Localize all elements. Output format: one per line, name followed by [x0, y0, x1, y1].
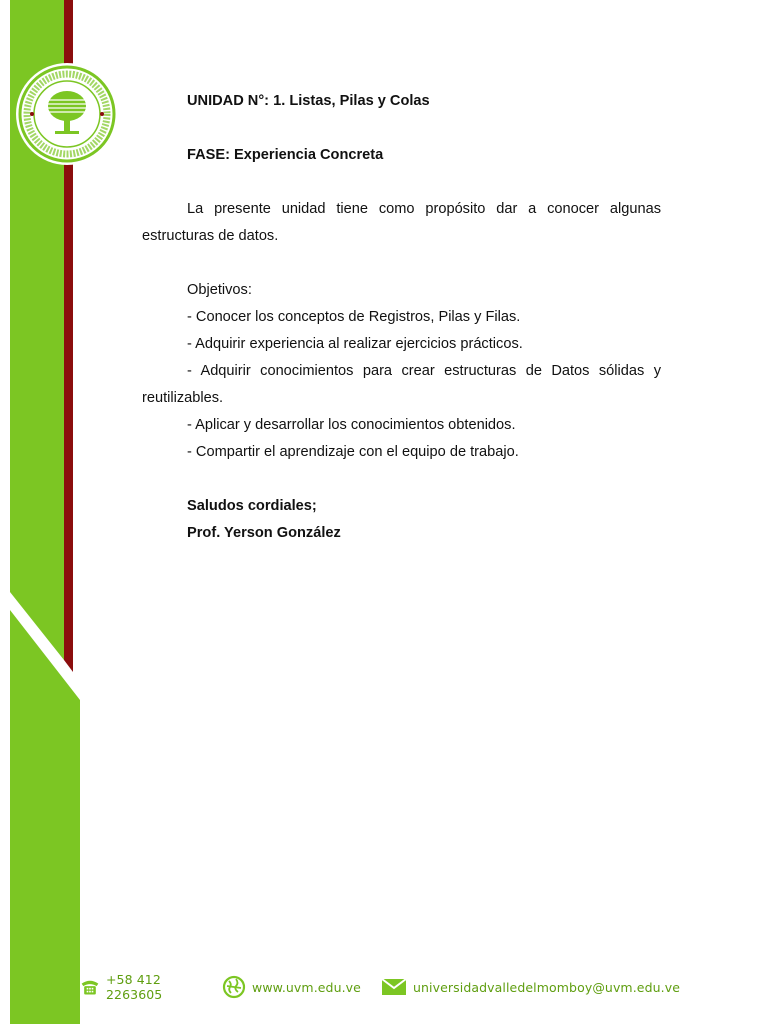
website-link[interactable]: www.uvm.edu.ve	[252, 979, 361, 995]
objective-item: - Aplicar y desarrollar los conocimientos obtenidos.	[187, 417, 516, 433]
closing-salutation: Saludos cordiales;	[187, 498, 317, 514]
phone-number: +58 412 2263605	[105, 972, 163, 1002]
objective-item: - Adquirir conocimientos para crear estructuras de Datos sólidas y reutilizables.	[142, 363, 661, 406]
footer-website[interactable]	[222, 975, 361, 999]
intro-paragraph: La presente unidad tiene como propósito dar a conocer algunas estructuras de datos.	[142, 201, 661, 244]
footer-email[interactable]	[381, 977, 680, 997]
unit-title: UNIDAD N°: 1. Listas, Pilas y Colas	[187, 93, 430, 109]
phone-icon	[80, 977, 100, 997]
university-seal-logo	[15, 62, 119, 166]
signature-name: Prof. Yerson González	[187, 525, 341, 541]
contact-footer	[80, 972, 700, 1002]
objective-item: - Compartir el aprendizaje con el equipo de trabajo.	[187, 444, 519, 460]
footer-phone	[80, 972, 202, 1002]
objective-item: - Adquirir experiencia al realizar ejercicios prácticos.	[187, 336, 523, 352]
phase-heading: FASE: Experiencia Concreta	[187, 147, 384, 163]
objectives-label: Objetivos:	[187, 282, 252, 298]
letter-body	[142, 88, 661, 547]
globe-icon	[222, 975, 246, 999]
mail-icon	[381, 977, 407, 997]
email-link[interactable]: universidadvalledelmomboy@uvm.edu.ve	[412, 979, 680, 995]
objective-item: - Conocer los conceptos de Registros, Pilas y Filas.	[187, 309, 521, 325]
